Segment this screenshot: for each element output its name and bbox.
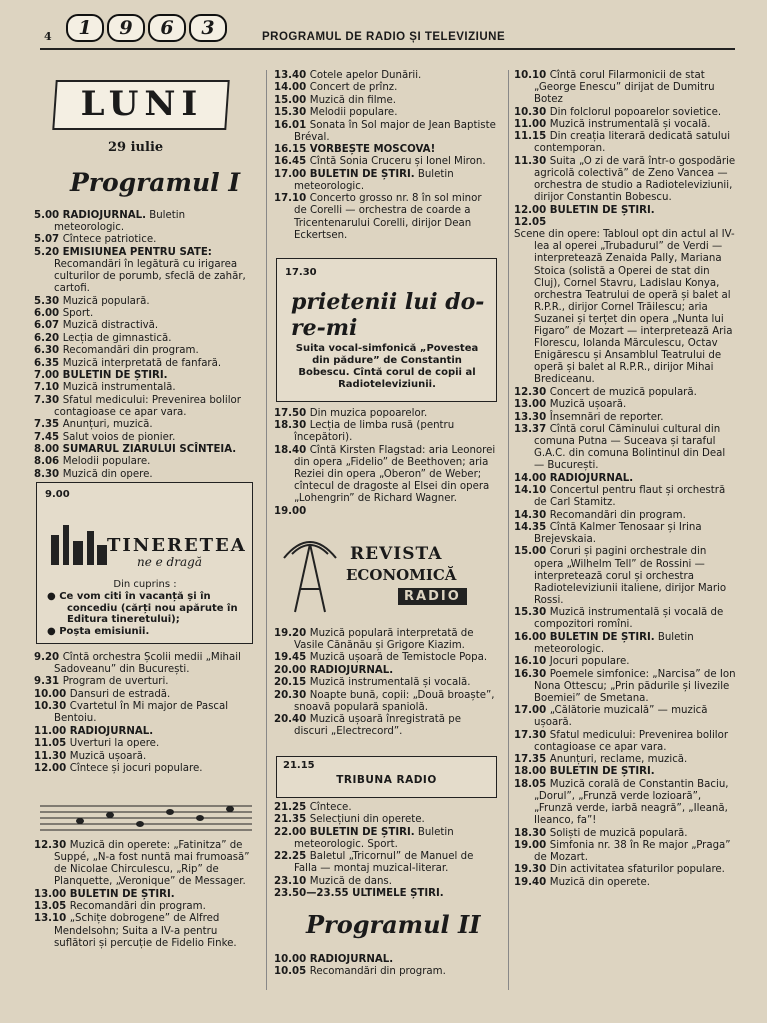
tineretea-content xyxy=(47,579,243,638)
entry-text: Muzică ușoară. xyxy=(549,399,627,411)
entry-time: 21.25 xyxy=(274,802,310,813)
entry-time: 11.05 xyxy=(34,738,70,750)
program-entry xyxy=(274,628,496,652)
program-entry xyxy=(514,510,736,522)
entry-time: 11.00 xyxy=(514,118,550,130)
entry-text: Însemnări de reporter. xyxy=(549,411,664,423)
program-entry xyxy=(34,701,256,725)
entry-text: Cîntă corul Filarmonicii de stat „George Enescu” dirijat de Dumitru Botez xyxy=(534,70,715,106)
entry-time: 22.25 xyxy=(274,851,310,863)
program-entry xyxy=(34,358,256,370)
entry-time: 19.20 xyxy=(274,628,310,639)
program-entry xyxy=(34,444,256,456)
entry-time: 16.10 xyxy=(514,656,550,668)
program-entry xyxy=(34,652,256,676)
entry-time: 12.05 xyxy=(514,216,547,228)
entry-text: Concert de muzică populară. xyxy=(549,386,697,398)
day-title: LUNI xyxy=(80,84,204,124)
entry-time: 15.00 xyxy=(514,546,550,558)
program-entry xyxy=(274,966,496,978)
program-entry xyxy=(34,432,256,444)
program-entry xyxy=(34,913,256,949)
program-entry xyxy=(274,506,496,518)
program-entry xyxy=(514,730,736,754)
program-entry xyxy=(514,205,736,217)
program-entry xyxy=(34,840,256,888)
program-entry xyxy=(274,120,496,144)
program-entry xyxy=(34,889,256,901)
entry-text: Cîntece. xyxy=(309,802,352,813)
column-divider xyxy=(266,70,267,990)
program-entry xyxy=(514,473,736,485)
entry-text: Melodii populare. xyxy=(309,107,398,119)
entry-text: Recomandări din program. xyxy=(62,345,199,357)
entry-time: 13.40 xyxy=(274,70,310,81)
entry-time: 19.30 xyxy=(514,864,550,876)
entry-time: 19.45 xyxy=(274,652,310,664)
entry-text: Simfonia nr. 38 în Re major „Praga” de Mozart. xyxy=(534,839,731,864)
program-entry xyxy=(274,652,496,664)
entry-text: Cîntă Kalmer Tenosaar și Irina Brejevskaia. xyxy=(534,521,702,546)
entry-text: Muzică ușoară. xyxy=(69,750,147,762)
doremi-logo: prietenii lui do-re-mi xyxy=(291,289,485,341)
entry-text: Muzică instrumentală și vocală. xyxy=(549,118,711,130)
column-3 xyxy=(514,70,736,889)
entry-text: Coruri și pagini orchestrale din opera „Wilhelm Tell” de Rossini — interpretează corul și orchestra Radioteleviziunii italiene, dirijor Mario Rossi. xyxy=(534,546,727,606)
entry-text: Sport. xyxy=(62,307,94,319)
program-entry xyxy=(274,420,496,444)
entry-time: 20.15 xyxy=(274,677,310,689)
program-entry xyxy=(34,382,256,394)
entry-text: Din activitatea sfaturilor populare. xyxy=(549,864,725,876)
entry-time: 17.50 xyxy=(274,408,310,419)
year-digit: 6 xyxy=(148,14,186,42)
entry-text: Selecțiuni din operete. xyxy=(309,814,425,826)
entry-text: Recomandări din program. xyxy=(549,509,686,521)
column-1-lower xyxy=(34,840,256,950)
entry-text: Cîntece și jocuri populare. xyxy=(69,762,203,774)
entry-time: 18.00 BULETIN DE ȘTIRI. xyxy=(514,766,655,778)
program-entry xyxy=(514,217,736,229)
program-entry xyxy=(274,408,496,420)
entry-text: Lecția de gimnastică. xyxy=(62,332,172,344)
radio-tower-icon xyxy=(280,534,340,614)
tineretea-item: ● Poșta emisiunii. xyxy=(47,626,150,638)
entry-time: 6.00 xyxy=(34,307,63,319)
entry-time: 8.00 SUMARUL ZIARULUI SCÎNTEIA. xyxy=(34,443,237,455)
column-2-middle xyxy=(274,408,496,518)
program-one-title: Programul I xyxy=(70,168,241,197)
entry-text: Muzică instrumentală și vocală de compozitori romîni. xyxy=(534,607,724,631)
entry-text: Muzică distractivă. xyxy=(62,320,159,332)
year-digit: 9 xyxy=(107,14,145,42)
entry-text: Poemele simfonice: „Narcisa” de Ion Nona Ottescu; „Prin pădurile și livezile Boemiei” de Smetana. xyxy=(534,668,736,704)
entry-text: Sfatul medicului: Prevenirea bolilor contagioase ce apar vara. xyxy=(54,394,241,418)
program-entry xyxy=(514,399,736,411)
entry-time: 9.20 xyxy=(34,652,63,663)
entry-text: Soliști de muzică populară. xyxy=(549,827,688,839)
entry-time: 13.37 xyxy=(514,423,550,435)
entry-time: 15.30 xyxy=(514,607,550,619)
entry-text: „Schițe dobrogene” de Alfred Mendelsohn; Suita a IV-a pentru suflători și percuție de Fidelio Finke. xyxy=(54,913,237,949)
revista-line3: RADIO xyxy=(398,588,467,605)
entry-text: Recomandări în legătură cu irigarea culturilor de porumb, sfeclă de zahăr, cartofi. xyxy=(54,258,246,295)
program-entry xyxy=(274,169,496,193)
program-entry xyxy=(274,954,496,966)
entry-time: 14.10 xyxy=(514,485,550,497)
program-entry xyxy=(274,814,496,826)
program-entry xyxy=(514,864,736,876)
entry-text: Uverturi la opere. xyxy=(69,738,160,750)
entry-time: 14.00 RADIOJURNAL. xyxy=(514,472,634,484)
program-entry xyxy=(514,669,736,705)
column-2-late xyxy=(274,802,496,901)
box-time: 9.00 xyxy=(45,489,70,500)
entry-time: 18.05 xyxy=(514,778,550,790)
program-entry xyxy=(34,726,256,738)
entry-text: Buletin meteorologic. xyxy=(534,631,694,655)
entry-time: 18.30 xyxy=(274,420,310,432)
tineretea-intro: Din cuprins : xyxy=(113,579,177,590)
entry-time: 6.30 xyxy=(34,345,63,357)
entry-text: Cotele apelor Dunării. xyxy=(309,70,422,81)
entry-time: 10.05 xyxy=(274,966,310,978)
entry-time: 11.30 xyxy=(514,155,550,167)
entry-text: Din muzica popoarelor. xyxy=(309,408,428,419)
doremi-text: Suita vocal-simfonică „Povestea din pădure” de Constantin Bobescu. Cîntă corul de copii al Radioteleviziunii. xyxy=(295,343,479,390)
program-entry xyxy=(34,456,256,468)
column-2-bottom xyxy=(274,954,496,979)
box-time: 17.30 xyxy=(285,267,317,278)
program-entry xyxy=(34,419,256,431)
entry-text: Cîntece patriotice. xyxy=(62,234,157,246)
entry-time: 22.00 BULETIN DE ȘTIRI. xyxy=(274,826,415,838)
program-entry xyxy=(514,632,736,656)
entry-text: Concerto grosso nr. 8 în sol minor de Corelli — orchestra de coarde a Tricentenarului Corelli, dirijor Dean Eckertsen. xyxy=(294,193,482,241)
program-entry xyxy=(514,229,736,386)
entry-time: 10.00 xyxy=(34,688,70,700)
entry-text: Cîntă Kirsten Flagstad: aria Leonorei din opera „Fidelio” de Beethoven; aria Reziei din opera „Oberon” de Weber; cîntecul de dragoste al Elsei din opera „Lohengrin” de Richard Wagner. xyxy=(294,444,496,505)
date-label: 29 iulie xyxy=(108,140,164,155)
entry-text: Melodii populare. xyxy=(62,456,151,468)
revista-logo xyxy=(280,528,495,623)
page-header: PROGRAMUL DE RADIO ȘI TELEVIZIUNE xyxy=(262,31,506,43)
entry-time: 6.07 xyxy=(34,320,63,332)
program-entry xyxy=(34,320,256,332)
entry-time: 13.05 xyxy=(34,901,70,913)
entry-time: 5.30 xyxy=(34,295,63,307)
program-entry xyxy=(274,70,496,82)
column-2-upper xyxy=(274,70,496,242)
entry-text: Dansuri de estradă. xyxy=(69,688,171,700)
entry-text: Muzică corală de Constantin Baciu, „Dorul”, „Frunză verde lozioară”, „Frunză verde, iarbă neagră”, „Ileană, Ileanco, fa”! xyxy=(534,778,729,827)
program-entry xyxy=(514,607,736,631)
entry-text: Cvartetul în Mi major de Pascal Bentoiu. xyxy=(54,701,229,725)
program-entry xyxy=(274,851,496,875)
music-staff-icon xyxy=(40,800,252,832)
program-entry xyxy=(34,751,256,763)
program-entry xyxy=(34,370,256,382)
entry-time: 20.30 xyxy=(274,689,310,701)
entry-text: Muzică populară. xyxy=(62,295,150,307)
program-entry xyxy=(514,387,736,399)
program-entry xyxy=(274,802,496,814)
program-entry xyxy=(514,877,736,889)
doremi-box xyxy=(276,258,497,402)
program-entry xyxy=(34,901,256,913)
entry-text: Concert de prînz. xyxy=(309,82,398,94)
entry-time: 13.30 xyxy=(514,411,550,423)
program-entry xyxy=(34,296,256,308)
tineretea-logo: TINERETEA xyxy=(107,535,247,556)
program-entry xyxy=(274,827,496,851)
revista-line1: REVISTA xyxy=(350,544,443,564)
entry-time: 6.35 xyxy=(34,357,63,369)
program-entry xyxy=(34,469,256,481)
entry-time: 11.30 xyxy=(34,750,70,762)
revista-line2: ECONOMICĂ xyxy=(346,566,457,584)
entry-time: 17.35 xyxy=(514,754,550,766)
program-entry xyxy=(274,690,496,714)
program-entry xyxy=(34,247,256,295)
program-entry xyxy=(514,107,736,119)
program-entry xyxy=(514,119,736,131)
program-entry xyxy=(514,522,736,546)
entry-time: 20.00 RADIOJURNAL. xyxy=(274,664,394,676)
entry-text: Din folclorul popoarelor sovietice. xyxy=(549,106,722,118)
program-entry xyxy=(514,546,736,606)
entry-text: Anunțuri, reclame, muzică. xyxy=(549,754,688,766)
entry-text: Sonata în Sol major de Jean Baptiste Bréval. xyxy=(294,119,496,143)
program-entry xyxy=(274,677,496,689)
program-entry xyxy=(274,107,496,119)
entry-text: Salut voios de pionier. xyxy=(62,431,176,443)
program-entry xyxy=(514,656,736,668)
entry-text: Recomandări din program. xyxy=(309,966,446,978)
program-entry xyxy=(514,766,736,778)
entry-time: 16.15 VORBEȘTE MOSCOVA! xyxy=(274,144,436,156)
entry-time: 5.00 RADIOJURNAL. xyxy=(34,210,146,221)
entry-text: Muzică din opere. xyxy=(62,468,153,480)
entry-time: 5.20 EMISIUNEA PENTRU SATE: xyxy=(34,246,212,258)
entry-text: Suita „O zi de vară într-o gospodărie agricolă colectivă” de Zeno Vancea — orchestra de studio a Radioteleviziunii, dirijor Constantin Bobescu. xyxy=(534,155,736,204)
program-entry xyxy=(514,70,736,106)
entry-text: Buletin meteorologic. xyxy=(54,210,186,234)
program-entry xyxy=(274,95,496,107)
entry-text: Jocuri populare. xyxy=(549,656,630,668)
program-entry xyxy=(274,888,496,900)
program-entry xyxy=(274,156,496,168)
entry-text: Muzică din operete. xyxy=(549,876,650,888)
program-entry xyxy=(274,665,496,677)
entry-time: 13.00 xyxy=(514,399,550,411)
entry-time: 10.00 RADIOJURNAL. xyxy=(274,954,394,965)
entry-time: 7.35 xyxy=(34,419,63,431)
program-entry xyxy=(34,333,256,345)
program-entry xyxy=(274,82,496,94)
entry-text: Muzică din filme. xyxy=(309,94,396,106)
program-entry xyxy=(514,705,736,729)
entry-time: 16.45 xyxy=(274,156,310,168)
entry-time: 18.40 xyxy=(274,444,310,456)
entry-time: 16.30 xyxy=(514,668,550,680)
entry-time: 7.00 BULETIN DE ȘTIRI. xyxy=(34,369,168,381)
tineretea-item: ● Ce vom citi în vacanță și în concediu (cărți nou apărute în Editura tineretului); xyxy=(47,590,238,626)
program-entry xyxy=(274,445,496,505)
column-divider xyxy=(508,70,509,990)
entry-time: 12.00 xyxy=(34,762,70,774)
entry-text: Muzică instrumentală. xyxy=(62,382,176,394)
program-entry xyxy=(274,876,496,888)
entry-time: 7.30 xyxy=(34,394,63,406)
program-entry xyxy=(514,828,736,840)
entry-text: Cîntă orchestra Școlii medii „Mihail Sadoveanu” din București. xyxy=(54,652,241,676)
entry-time: 12.30 xyxy=(514,386,550,398)
entry-time: 16.01 xyxy=(274,119,310,131)
column-1-middle xyxy=(34,652,256,775)
entry-time: 10.10 xyxy=(514,70,550,81)
entry-text: Cîntă Sonia Cruceru și Ionel Miron. xyxy=(309,156,486,168)
entry-time: 5.07 xyxy=(34,234,63,246)
program-entry xyxy=(514,156,736,204)
column-1-upper xyxy=(34,210,256,481)
program-entry xyxy=(514,131,736,155)
entry-time: 7.45 xyxy=(34,431,63,443)
program-entry xyxy=(34,210,256,234)
entry-text: Baletul „Tricornul” de Manuel de Falla — montaj muzical-literar. xyxy=(294,851,474,875)
entry-text: Buletin meteorologic. Sport. xyxy=(294,826,454,850)
entry-time: 19.40 xyxy=(514,876,550,888)
entry-time: 13.10 xyxy=(34,913,70,925)
entry-time: 14.00 xyxy=(274,82,310,94)
entry-time: 8.06 xyxy=(34,456,63,468)
tineretea-box xyxy=(36,482,253,644)
entry-time: 14.35 xyxy=(514,521,550,533)
entry-time: 13.00 BULETIN DE ȘTIRI. xyxy=(34,888,175,900)
entry-text: Muzică instrumentală și vocală. xyxy=(309,677,471,689)
program-entry xyxy=(514,754,736,766)
program-entry xyxy=(514,424,736,472)
entry-time: 14.30 xyxy=(514,509,550,521)
entry-text: Program de uverturi. xyxy=(62,676,169,688)
entry-time: 20.40 xyxy=(274,714,310,726)
program-entry xyxy=(514,840,736,864)
entry-text: Cîntă corul Căminului cultural din comuna Putna — Suceava și taraful G.A.C. din comuna Bolintinul din Deal — București. xyxy=(534,423,726,472)
entry-text: „Călătorie muzicală” — muzică ușoară. xyxy=(534,705,708,729)
program-entry xyxy=(514,779,736,827)
entry-time: 19.00 xyxy=(514,839,550,851)
entry-text: Muzică ușoară de Temistocle Popa. xyxy=(309,652,488,664)
program-entry xyxy=(34,763,256,775)
entry-time: 15.00 xyxy=(274,94,310,106)
column-2-lower xyxy=(274,628,496,739)
tineretea-logo-sub: ne e dragă xyxy=(137,555,202,569)
entry-text: Muzică din operete: „Fatinitza” de Suppé, „N-a fost nuntă mai frumoasă” de Nicolae Chirculescu, „Rip” de Planquette, „Veronique” de Messager. xyxy=(54,840,250,888)
program-entry xyxy=(514,485,736,509)
entry-time: 19.00 xyxy=(274,505,307,517)
entry-time: 11.15 xyxy=(514,131,550,143)
entry-time: 17.10 xyxy=(274,193,310,205)
entry-time: 17.00 xyxy=(514,705,550,717)
entry-time: 7.10 xyxy=(34,382,63,394)
entry-time: 6.20 xyxy=(34,332,63,344)
entry-text: Noapte bună, copii: „Două broaște”, snoavă populară spaniolă. xyxy=(294,689,495,713)
entry-time: 10.30 xyxy=(514,106,550,118)
entry-time: 17.30 xyxy=(514,729,550,741)
program-entry xyxy=(34,689,256,701)
header-rule xyxy=(40,48,735,50)
city-silhouette-icon xyxy=(49,517,109,565)
entry-time: 23.50—23.55 ULTIMELE ȘTIRI. xyxy=(274,888,444,900)
program-entry xyxy=(514,412,736,424)
program-entry xyxy=(34,308,256,320)
entry-time: 21.35 xyxy=(274,814,310,826)
year-digit: 1 xyxy=(66,14,104,42)
entry-time: 12.00 BULETIN DE ȘTIRI. xyxy=(514,204,655,216)
year-badge xyxy=(66,14,227,42)
program-entry xyxy=(34,395,256,419)
entry-text: Lecția de limba rusă (pentru începători). xyxy=(294,420,455,444)
entry-text: Scene din opere: Tabloul opt din actul al IV-lea al operei „Trubadurul” de Verdi — interpretează Zenaida Pally, Mariana Stoica (solistă a Operei de stat din Cluj), Cornel Stavru, Ladislau Konya, orchestra Teatrului de operă și balet al R.P.R., dirijor Cornel Trăilescu; aria Suzanei și terțet din opera „Nunta lui Figaro” de Mozart — interpretează Aria Florescu, Iolanda Mărculescu, Octav Enigărescu și Ansamblul Teatrului de operă și balet al R.P.R., dirijor Mihai Brediceanu. xyxy=(514,229,735,386)
entry-text: Concertul pentru flaut și orchestră de Carl Stamitz. xyxy=(534,485,726,509)
program-entry xyxy=(34,234,256,246)
program-entry xyxy=(34,676,256,688)
entry-text: Din creația literară dedicată satului contemporan. xyxy=(534,131,731,155)
entry-time: 11.00 RADIOJURNAL. xyxy=(34,725,154,737)
entry-time: 9.31 xyxy=(34,676,63,688)
entry-text: Muzică ușoară înregistrată pe discuri „Electrecord”. xyxy=(294,714,461,738)
entry-text: Recomandări din program. xyxy=(69,901,206,913)
entry-time: 10.30 xyxy=(34,701,70,713)
program-entry xyxy=(34,345,256,357)
entry-text: Sfatul medicului: Prevenirea bolilor contagioase ce apar vara. xyxy=(534,729,729,753)
entry-time: 18.30 xyxy=(514,827,550,839)
entry-time: 15.30 xyxy=(274,107,310,119)
program-entry xyxy=(34,738,256,750)
entry-time: 8.30 xyxy=(34,468,63,480)
entry-text: Anunțuri, muzică. xyxy=(62,419,153,431)
program-entry xyxy=(274,193,496,241)
day-banner xyxy=(40,76,246,134)
entry-text: Muzică de dans. xyxy=(309,875,392,887)
program-two-title: Programul II xyxy=(306,910,481,939)
entry-time: 17.00 BULETIN DE ȘTIRI. xyxy=(274,168,415,180)
tribuna-title: TRIBUNA RADIO xyxy=(336,774,437,786)
entry-time: 12.30 xyxy=(34,840,70,851)
entry-text: Muzică populară interpretată de Vasile Cănănău și Grigore Kiazim. xyxy=(294,628,474,652)
entry-time: 23.10 xyxy=(274,875,310,887)
program-entry xyxy=(274,144,496,156)
program-entry xyxy=(274,714,496,738)
entry-text: Muzică interpretată de fanfară. xyxy=(62,357,222,369)
entry-time: 16.00 BULETIN DE ȘTIRI. xyxy=(514,631,655,643)
entry-text: Buletin meteorologic. xyxy=(294,168,454,192)
tribuna-box xyxy=(276,756,497,798)
page-number: 4 xyxy=(44,30,52,43)
year-digit: 3 xyxy=(189,14,227,42)
box-time: 21.15 xyxy=(283,760,315,771)
